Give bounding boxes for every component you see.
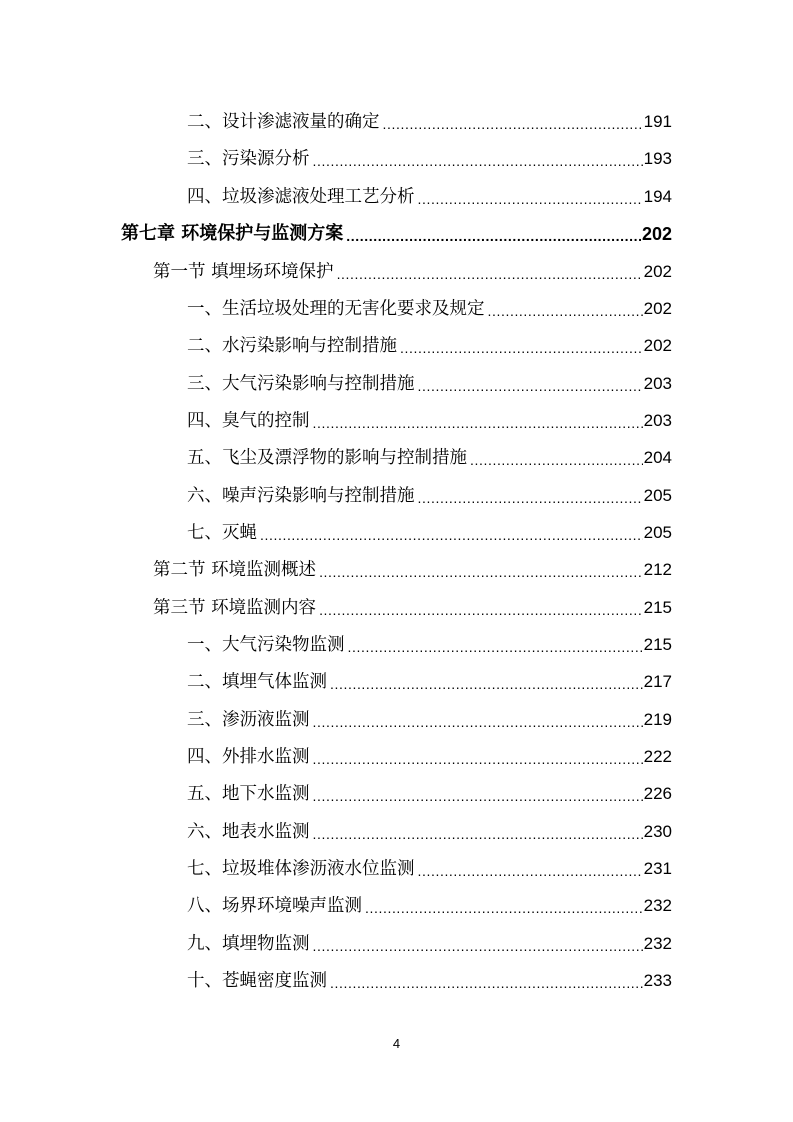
toc-dot-leader (313, 148, 643, 170)
toc-entry-title: 八、场界环境噪声监测 (187, 896, 362, 916)
toc-entry-title: 四、垃圾渗滤液处理工艺分析 (187, 187, 415, 207)
toc-entry-page: 205 (643, 523, 672, 542)
toc-entry-page: 230 (643, 822, 672, 841)
toc-dot-leader (337, 261, 643, 283)
toc-entry-title: 第七章 环境保护与监测方案 (121, 223, 344, 244)
toc-dot-leader (313, 709, 643, 731)
toc-entry[interactable] (187, 140, 672, 170)
toc-entry[interactable] (187, 738, 672, 768)
toc-entry-page: 231 (643, 859, 672, 878)
toc-entry-title: 三、渗沥液监测 (187, 710, 310, 730)
toc-entry-page: 215 (643, 635, 672, 654)
toc-entry-page: 215 (643, 598, 672, 617)
toc-entry[interactable] (187, 775, 672, 805)
toc-entry-page: 204 (643, 448, 672, 467)
toc-entry-page: 203 (643, 411, 672, 430)
toc-entry-page: 233 (643, 971, 672, 990)
toc-entry-title: 四、臭气的控制 (187, 411, 310, 431)
toc-entry-title: 五、地下水监测 (187, 784, 310, 804)
toc-entry[interactable] (187, 701, 672, 731)
toc-dot-leader (313, 933, 643, 955)
toc-entry-title: 六、噪声污染影响与控制措施 (187, 486, 415, 506)
toc-dot-leader (313, 821, 643, 843)
toc-dot-leader (260, 522, 643, 544)
toc-dot-leader (319, 597, 643, 619)
toc-entry-page: 226 (643, 784, 672, 803)
toc-entry-title: 六、地表水监测 (187, 822, 310, 842)
toc-entry-title: 三、大气污染影响与控制措施 (187, 374, 415, 394)
toc-entry-page: 222 (643, 747, 672, 766)
toc-dot-leader (346, 223, 641, 245)
toc-entry-page: 205 (643, 486, 672, 505)
toc-entry-page: 191 (643, 112, 672, 131)
toc-dot-leader (418, 858, 643, 880)
toc-dot-leader (418, 373, 643, 395)
toc-entry-title: 第三节 环境监测内容 (153, 598, 317, 618)
toc-entry[interactable] (187, 925, 672, 955)
toc-entry[interactable] (187, 178, 672, 208)
toc-entry[interactable] (187, 850, 672, 880)
toc-entry[interactable] (187, 813, 672, 843)
toc-entry[interactable] (187, 103, 672, 133)
toc-dot-leader (418, 186, 643, 208)
toc-entry-title: 九、填埋物监测 (187, 934, 310, 954)
toc-entry[interactable] (187, 365, 672, 395)
toc-entry-title: 五、飞尘及漂浮物的影响与控制措施 (187, 448, 467, 468)
toc-entry[interactable] (187, 327, 672, 357)
toc-entry-title: 一、大气污染物监测 (187, 635, 345, 655)
toc-entry-title: 四、外排水监测 (187, 747, 310, 767)
toc-entry-title: 三、污染源分析 (187, 149, 310, 169)
toc-chapter-entry[interactable] (121, 215, 672, 245)
toc-dot-leader (470, 447, 643, 469)
toc-entry-page: 217 (643, 672, 672, 691)
toc-entry-page: 202 (643, 336, 672, 355)
toc-entry-page: 202 (641, 224, 672, 244)
toc-entry-page: 202 (643, 299, 672, 318)
toc-dot-leader (418, 485, 643, 507)
toc-entry-title: 一、生活垃圾处理的无害化要求及规定 (187, 299, 485, 319)
toc-entry-page: 194 (643, 187, 672, 206)
toc-entry-title: 二、水污染影响与控制措施 (187, 336, 397, 356)
toc-entry[interactable] (187, 439, 672, 469)
toc-dot-leader (319, 559, 643, 581)
toc-entry-title: 十、苍蝇密度监测 (187, 971, 327, 991)
toc-dot-leader (488, 298, 643, 320)
toc-section-entry[interactable] (153, 253, 672, 283)
toc-dot-leader (313, 783, 643, 805)
toc-entry-page: 232 (643, 896, 672, 915)
toc-dot-leader (383, 111, 643, 133)
toc-entry-page: 202 (643, 262, 672, 281)
toc-dot-leader (365, 895, 643, 917)
toc-entry[interactable] (187, 514, 672, 544)
toc-section-entry[interactable] (153, 589, 672, 619)
toc-entry[interactable] (187, 962, 672, 992)
toc-dot-leader (348, 634, 643, 656)
toc-dot-leader (313, 746, 643, 768)
toc-entry[interactable] (187, 290, 672, 320)
page-number: 4 (392, 1036, 401, 1051)
toc-entry-page: 193 (643, 149, 672, 168)
toc-dot-leader (313, 410, 643, 432)
toc-entry-page: 203 (643, 374, 672, 393)
toc-dot-leader (330, 970, 643, 992)
toc-entry-title: 七、垃圾堆体渗沥液水位监测 (187, 859, 415, 879)
toc-entry[interactable] (187, 626, 672, 656)
toc-dot-leader (330, 671, 643, 693)
toc-entry-title: 二、设计渗滤液量的确定 (187, 112, 380, 132)
toc-entry[interactable] (187, 477, 672, 507)
toc-entry[interactable] (187, 887, 672, 917)
toc-entry[interactable] (187, 402, 672, 432)
toc-entry-page: 232 (643, 934, 672, 953)
toc-entry-title: 第二节 环境监测概述 (153, 560, 317, 580)
toc-entry-page: 212 (643, 560, 672, 579)
toc-entry[interactable] (187, 663, 672, 693)
toc-entry-page: 219 (643, 710, 672, 729)
toc-entry-title: 第一节 填埋场环境保护 (153, 262, 334, 282)
toc-entry-title: 二、填埋气体监测 (187, 672, 327, 692)
toc-dot-leader (400, 335, 643, 357)
toc-section-entry[interactable] (153, 551, 672, 581)
toc-entry-title: 七、灭蝇 (187, 523, 257, 543)
